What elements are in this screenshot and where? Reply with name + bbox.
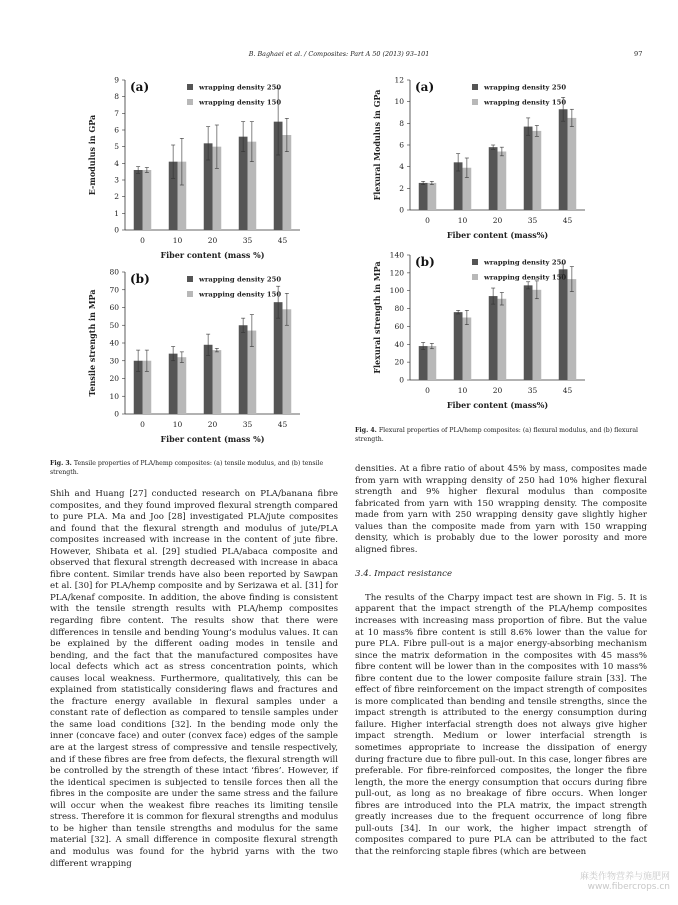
panel-label: (a) [415, 80, 435, 94]
x-axis-label: Fiber content (mass %) [160, 250, 265, 260]
bar-wd250 [559, 269, 568, 380]
right-text-column [355, 464, 647, 859]
x-tick-label: 35 [242, 420, 253, 429]
legend-label: wrapping density 150 [484, 98, 567, 107]
figure-4-caption-text: Flexural properties of PLA/hemp composites: (a) flexural modulus, and (b) flexural strength. [355, 427, 639, 443]
x-tick-label: 20 [492, 386, 503, 395]
y-tick-label: 10 [394, 97, 404, 107]
left-text-column [50, 489, 338, 870]
bar-wd150 [463, 318, 472, 381]
bar-wd150 [498, 299, 507, 380]
legend-label: wrapping density 250 [199, 275, 282, 284]
y-axis-label: Flexural Modulus in GPa [372, 89, 382, 201]
x-axis-label: Fiber content (mass%) [446, 400, 549, 410]
legend-swatch [472, 274, 478, 280]
x-tick-label: 10 [457, 386, 468, 395]
y-tick-label: 6 [399, 140, 404, 150]
watermark-site-url: 麻类作物营养与施肥网 www.fibercrops.cn [579, 872, 670, 892]
x-tick-label: 45 [562, 386, 573, 395]
y-axis-label: Tensile strength in MPa [87, 289, 97, 397]
legend-swatch [187, 84, 193, 90]
legend-label: wrapping density 250 [199, 83, 282, 92]
legend-swatch [472, 84, 478, 90]
legend-swatch [472, 259, 478, 265]
legend-swatch [187, 291, 193, 297]
x-tick-label: 0 [425, 216, 430, 225]
y-tick-label: 5 [114, 142, 119, 152]
bar-wd250 [524, 285, 533, 380]
y-tick-label: 0 [114, 225, 119, 235]
y-tick-label: 20 [394, 357, 404, 367]
bar-wd150 [498, 152, 507, 211]
y-tick-label: 120 [389, 268, 404, 278]
y-tick-label: 4 [114, 158, 119, 168]
y-axis-label: Flexural strength in MPa [372, 261, 382, 374]
y-tick-label: 9 [114, 75, 119, 85]
left-paragraph: Shih and Huang [27] conducted research on PLA/banana fibre composites, and they found improved flexural strength compared to pure PLA. Ma and Joo [28] investigated PLA/jute composites and found that the flexural strength and modulus of jute/PLA composites increased with increase in the content of jute fibre. However, Shibata et al. [29] studied PLA/abaca composite and observed that flexural strength decreased with increase in abaca fibre content. Similar trends have also been reported by Sawpan et al. [30] for PLA/hemp composite and by Serizawa et al. [31] for PLA/kenaf composite. In addition, the above finding is consistent with the tensile strength results with PLA/hemp composites regarding fibre content. The results show that there were differences in tensile and bending Young’s modulus values. It can be explained by the different oading modes in tensile and bending, and the fact that the manufactured composites have local defects which act as stress concentration points, which causes local weakness. Furthermore, qualitatively, this can be explained from statistically considering flaws and fractures and the fracture energy available in flexural samples under a constant rate of deflection as compared to tensile samples under the same load conditions [32]. In the bending mode only the inner (concave face) and outer (convex face) edges of the sample are at the largest stress of compressive and tensile respectively, and if these fibres are free from defects, the flexural strength will be controlled by the strength of these intact ‘fibres’. However, if the identical specimen is subjected to tensile forces then all the fibres in the composite are under the same stress and the failure will occur when the weakest fibre reaches its limiting tensile stress. Therefore it is common for flexural strengths and modulus to be higher than tensile strengths and modulus for the same material [32]. A small difference in composite flexural strength and modulus was found for the hybrid yarns with the two different wrapping [50, 489, 338, 869]
y-tick-label: 1 [114, 208, 119, 218]
y-tick-label: 50 [109, 320, 119, 330]
bar-wd150 [428, 183, 437, 210]
panel-label: (a) [130, 80, 150, 94]
x-tick-label: 10 [172, 420, 183, 429]
x-axis-label: Fiber content (mass %) [160, 434, 265, 444]
y-tick-label: 40 [109, 338, 119, 348]
figure-3b-tensile-strength-chart [70, 262, 340, 454]
bar-wd150 [143, 170, 152, 230]
bar-wd250 [239, 325, 248, 414]
y-tick-label: 4 [399, 162, 404, 172]
y-tick-label: 8 [399, 118, 404, 128]
bar-wd150 [568, 118, 577, 210]
x-tick-label: 10 [457, 216, 468, 225]
x-tick-label: 0 [140, 236, 145, 245]
y-tick-label: 80 [109, 267, 119, 277]
y-tick-label: 0 [399, 375, 404, 385]
figure-4a-flexural-modulus-chart [355, 70, 625, 250]
bar-wd250 [489, 296, 498, 380]
y-tick-label: 0 [114, 409, 119, 419]
legend-swatch [187, 99, 193, 105]
x-tick-label: 20 [492, 216, 503, 225]
figure-3-caption [50, 459, 342, 477]
y-tick-label: 140 [389, 250, 404, 260]
bar-wd250 [274, 302, 283, 414]
x-tick-label: 45 [277, 420, 288, 429]
x-tick-label: 35 [527, 216, 538, 225]
page-number: 97 [634, 50, 643, 58]
y-tick-label: 10 [109, 391, 119, 401]
right-paragraph-1: densities. At a fibre ratio of about 45% by mass, composites made from yarn with wrapping density of 250 had 10% higher flexural strength and 9% higher flexural modulus than composite fabricated from yarn with 150 wrapping density. The composite made from yarn with 250 wrapping density gave slightly higher values than the composite made from yarn with 150 wrapping density, which is probably due to the lower porosity and more aligned fibres. [355, 464, 647, 555]
y-tick-label: 70 [109, 285, 119, 295]
figure-4b-flexural-strength-chart [355, 245, 625, 420]
bar-wd250 [524, 127, 533, 210]
x-axis-label: Fiber content (mass%) [446, 230, 549, 240]
bar-wd250 [454, 312, 463, 380]
y-tick-label: 8 [114, 92, 119, 102]
y-tick-label: 2 [399, 183, 404, 193]
bar-wd150 [428, 346, 437, 380]
x-tick-label: 0 [140, 420, 145, 429]
y-tick-label: 80 [394, 304, 404, 314]
figure-3-label: Fig. 3. [50, 460, 72, 467]
bar-wd150 [533, 131, 542, 210]
running-header: B. Baghaei et al. / Composites: Part A 50 (2013) 93–101 [248, 50, 430, 58]
y-tick-label: 0 [399, 205, 404, 215]
legend-swatch [472, 99, 478, 105]
bar-wd250 [134, 170, 143, 230]
bar-wd250 [489, 147, 498, 210]
legend-label: wrapping density 150 [484, 273, 567, 282]
bar-wd250 [419, 346, 428, 380]
figure-3-caption-text: Tensile properties of PLA/hemp composites: (a) tensile modulus, and (b) tensile strength. [50, 460, 324, 476]
right-paragraph-2: The results of the Charpy impact test are shown in Fig. 5. It is apparent that the impact strength of the PLA/hemp composites increases with increasing mass proportion of fibre. But the value at 10 mass% fibre content is still 8.6% lower than the value for pure PLA. Fibre pull-out is a major energy-absorbing mechanism since the matrix deformation in the composites with 45 mass% fibre content will be lower than in the composites with 10 mass% fibre content due to the lower composite failure strain [33]. The effect of fibre reinforcement on the impact strength of composites is more complicated than bending and tensile strengths, since the impact strength is attributed to the energy consumption during failure. Higher interfacial strength does not always give higher impact strength. Medium or lower interfacial strength is sometimes appropriate to increase the dissipation of energy during fracture due to fibre pull-out. In this case, longer fibres are preferable. For fibre-reinforced composites, the longer the fibre length, the more the energy consumption that occurs during fibre pull-out, as long as no breakage of fibre occurs. When longer fibres are introduced into the PLA matrix, the impact strength greatly increases due to the frequent occurrence of long fibre pull-outs [34]. In our work, the higher impact strength of composites compared to pure PLA can be attributed to the fact that the reinforcing staple fibres (which are between [355, 592, 647, 857]
x-tick-label: 45 [562, 216, 573, 225]
figure-4-label: Fig. 4. [355, 427, 377, 434]
y-tick-label: 100 [389, 286, 404, 296]
y-tick-label: 40 [394, 339, 404, 349]
bar-wd150 [533, 290, 542, 380]
bar-wd150 [213, 350, 222, 414]
legend-label: wrapping density 250 [484, 258, 567, 267]
y-tick-label: 3 [114, 175, 119, 185]
y-axis-label: E-modulus in GPa [87, 114, 97, 196]
x-tick-label: 35 [242, 236, 253, 245]
y-tick-label: 30 [109, 356, 119, 366]
section-heading-impact-resistance: 3.4. Impact resistance [355, 569, 453, 580]
bar-wd250 [559, 109, 568, 210]
x-tick-label: 45 [277, 236, 288, 245]
x-tick-label: 20 [207, 236, 218, 245]
y-tick-label: 60 [109, 303, 119, 312]
x-tick-label: 10 [172, 236, 183, 245]
legend-label: wrapping density 250 [484, 83, 567, 92]
legend-label: wrapping density 150 [199, 98, 282, 107]
figure-4-caption [355, 426, 647, 444]
bar-wd150 [568, 279, 577, 380]
y-tick-label: 2 [114, 192, 119, 202]
x-tick-label: 20 [207, 420, 218, 429]
y-tick-label: 20 [109, 374, 119, 383]
y-tick-label: 60 [394, 321, 404, 331]
figure-3a-tensile-modulus-chart [70, 70, 340, 270]
panel-label: (b) [130, 272, 150, 286]
bar-wd250 [169, 354, 178, 414]
panel-label: (b) [415, 255, 435, 269]
legend-swatch [187, 276, 193, 282]
bar-wd250 [419, 183, 428, 210]
x-tick-label: 35 [527, 386, 538, 395]
y-tick-label: 7 [114, 108, 119, 118]
legend-label: wrapping density 150 [199, 290, 282, 299]
bar-wd150 [178, 357, 187, 414]
x-tick-label: 0 [425, 386, 430, 395]
y-tick-label: 12 [394, 75, 404, 85]
y-tick-label: 6 [114, 125, 119, 135]
